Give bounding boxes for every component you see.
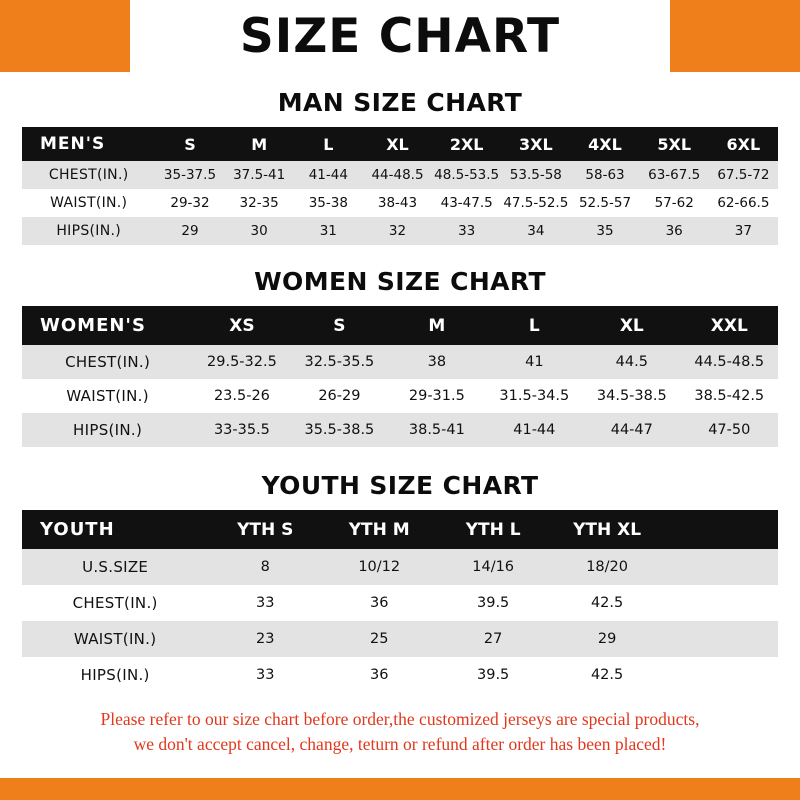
man-col-s: S: [184, 134, 196, 154]
youth-chest-s: 33: [256, 595, 275, 611]
youth-col-m: YTH M: [348, 519, 410, 540]
man-waist-3xl: 47.5-52.5: [503, 195, 569, 211]
man-chest-6xl: 67.5-72: [717, 167, 770, 183]
youth-section-title: YOUTH SIZE CHART: [261, 471, 539, 500]
youth-hips-m: 36: [369, 667, 389, 683]
man-chest-xl: 44-48.5: [371, 167, 424, 183]
youth-waist-empty: [664, 621, 778, 657]
man-hips-m: 30: [250, 223, 268, 239]
women-hips-m: 38.5-41: [408, 422, 465, 438]
man-col-m: M: [251, 134, 268, 154]
footer-note: [22, 707, 778, 764]
women-col-xxl: XXL: [710, 315, 748, 336]
man-hips-3xl: 34: [527, 223, 545, 239]
man-waist-2xl: 43-47.5: [440, 195, 493, 211]
footer-note-line1: Please refer to our size chart before order,the customized jerseys are special products,: [100, 709, 700, 729]
man-col-5xl: 5XL: [657, 134, 692, 154]
man-header-row: [22, 127, 778, 161]
man-chest-s: 35-37.5: [163, 167, 217, 183]
youth-col-xl: YTH XL: [573, 519, 642, 540]
women-row-hips-label: HIPS(IN.): [73, 421, 143, 439]
youth-chest-xl: 42.5: [590, 595, 624, 611]
youth-header-row: [22, 510, 778, 549]
man-waist-6xl: 62-66.5: [717, 195, 770, 211]
man-row-chest-label: CHEST(IN.): [48, 167, 129, 183]
women-chest-s: 32.5-35.5: [304, 354, 375, 370]
header-accent-left: [0, 0, 130, 72]
women-size-table: [22, 306, 778, 447]
women-col-label: WOMEN'S: [40, 315, 146, 336]
youth-col-label: YOUTH: [40, 519, 115, 540]
man-hips-5xl: 36: [665, 223, 683, 239]
man-waist-xl: 38-43: [377, 195, 418, 211]
page-title: SIZE CHART: [239, 8, 561, 64]
footer-accent-bar: [0, 778, 800, 800]
man-hips-4xl: 35: [596, 223, 614, 239]
women-table-body: [22, 345, 778, 447]
table-row: [22, 217, 778, 245]
man-row-waist-label: WAIST(IN.): [50, 195, 128, 211]
man-col-3xl: 3XL: [519, 134, 553, 154]
table-row: [22, 621, 778, 657]
women-header-row: [22, 306, 778, 345]
man-hips-s: 29: [181, 223, 199, 239]
man-waist-l: 35-38: [308, 195, 348, 211]
table-row: [22, 585, 778, 621]
man-size-table: [22, 127, 778, 245]
women-waist-l: 31.5-34.5: [499, 388, 570, 404]
man-chest-l: 41-44: [308, 167, 348, 183]
women-chest-xs: 29.5-32.5: [207, 354, 277, 370]
header-accent-right: [670, 0, 800, 72]
youth-waist-s: 23: [256, 631, 275, 647]
youth-ussize-xl: 18/20: [586, 559, 628, 575]
women-col-l: L: [528, 315, 540, 336]
man-col-6xl: 6XL: [726, 134, 761, 154]
youth-ussize-s: 8: [260, 559, 270, 575]
women-col-xs: XS: [229, 315, 255, 336]
women-hips-xl: 44-47: [610, 422, 653, 438]
man-col-2xl: 2XL: [449, 134, 484, 154]
women-row-waist-label: WAIST(IN.): [66, 387, 149, 405]
man-col-xl: XL: [386, 134, 409, 154]
man-hips-2xl: 33: [458, 223, 476, 239]
man-waist-4xl: 52.5-57: [578, 195, 632, 211]
women-hips-xs: 33-35.5: [213, 422, 270, 438]
women-col-m: M: [428, 315, 446, 336]
youth-hips-empty: [664, 657, 778, 693]
youth-table-head: [22, 510, 778, 549]
man-waist-m: 32-35: [239, 195, 279, 211]
women-table-head: [22, 306, 778, 345]
man-hips-l: 31: [319, 223, 337, 239]
women-waist-xxl: 38.5-42.5: [694, 388, 765, 404]
women-chest-xxl: 44.5-48.5: [694, 354, 765, 370]
table-row: [22, 549, 778, 585]
women-waist-xl: 34.5-38.5: [596, 388, 667, 404]
youth-chest-l: 39.5: [477, 595, 510, 611]
table-row: [22, 345, 778, 379]
youth-waist-l: 27: [483, 631, 503, 647]
women-chest-l: 41: [525, 354, 544, 370]
youth-row-hips-label: HIPS(IN.): [80, 666, 150, 684]
man-table-head: [22, 127, 778, 161]
table-row: [22, 657, 778, 693]
youth-col-s: YTH S: [237, 519, 294, 540]
youth-col-l: YTH L: [465, 519, 521, 540]
women-waist-s: 26-29: [318, 388, 361, 404]
youth-ussize-l: 14/16: [472, 559, 515, 575]
youth-waist-xl: 29: [597, 631, 617, 647]
table-row: [22, 413, 778, 447]
youth-row-ussize-label: U.S.SIZE: [82, 558, 149, 576]
youth-table-body: [22, 549, 778, 693]
youth-waist-m: 25: [369, 631, 389, 647]
man-col-label: MEN'S: [40, 134, 106, 154]
man-hips-6xl: 37: [734, 223, 752, 239]
charts-content: [0, 72, 800, 778]
table-row: [22, 189, 778, 217]
man-chest-5xl: 63-67.5: [648, 167, 701, 183]
women-col-xl: XL: [619, 315, 644, 336]
women-col-s: S: [333, 315, 346, 336]
women-waist-xs: 23.5-26: [213, 388, 270, 404]
youth-chest-empty: [664, 585, 778, 621]
footer-note-line2: we don't accept cancel, change, teturn or refund after order has been placed!: [133, 734, 667, 755]
youth-ussize-m: 10/12: [358, 559, 401, 575]
youth-row-waist-label: WAIST(IN.): [73, 630, 157, 648]
youth-col-empty: [664, 510, 778, 549]
women-chest-m: 38: [427, 354, 447, 370]
women-hips-xxl: 47-50: [708, 422, 751, 438]
man-table-body: [22, 161, 778, 245]
youth-row-chest-label: CHEST(IN.): [72, 594, 158, 612]
man-chest-2xl: 48.5-53.5: [434, 167, 500, 183]
header-bar: [0, 0, 800, 72]
man-waist-5xl: 57-62: [654, 195, 694, 211]
man-chest-4xl: 58-63: [585, 167, 625, 183]
table-row: [22, 379, 778, 413]
man-chest-m: 37.5-41: [233, 167, 286, 183]
youth-ussize-empty: [664, 549, 778, 585]
youth-hips-s: 33: [256, 667, 275, 683]
man-col-l: L: [323, 134, 334, 154]
women-section-title: WOMEN SIZE CHART: [254, 267, 546, 296]
table-row: [22, 161, 778, 189]
women-waist-m: 29-31.5: [408, 388, 465, 404]
youth-size-table: [22, 510, 778, 693]
man-section-title: MAN SIZE CHART: [277, 88, 523, 117]
man-row-hips-label: HIPS(IN.): [56, 223, 122, 239]
man-hips-xl: 32: [388, 223, 407, 239]
women-row-chest-label: CHEST(IN.): [65, 353, 151, 371]
youth-chest-m: 36: [369, 595, 389, 611]
women-hips-s: 35.5-38.5: [304, 422, 375, 438]
youth-hips-xl: 42.5: [590, 667, 624, 683]
youth-hips-l: 39.5: [477, 667, 510, 683]
women-chest-xl: 44.5: [615, 354, 648, 370]
women-hips-l: 41-44: [513, 422, 556, 438]
man-waist-s: 29-32: [170, 195, 210, 211]
man-col-4xl: 4XL: [588, 134, 622, 154]
man-chest-3xl: 53.5-58: [509, 167, 562, 183]
